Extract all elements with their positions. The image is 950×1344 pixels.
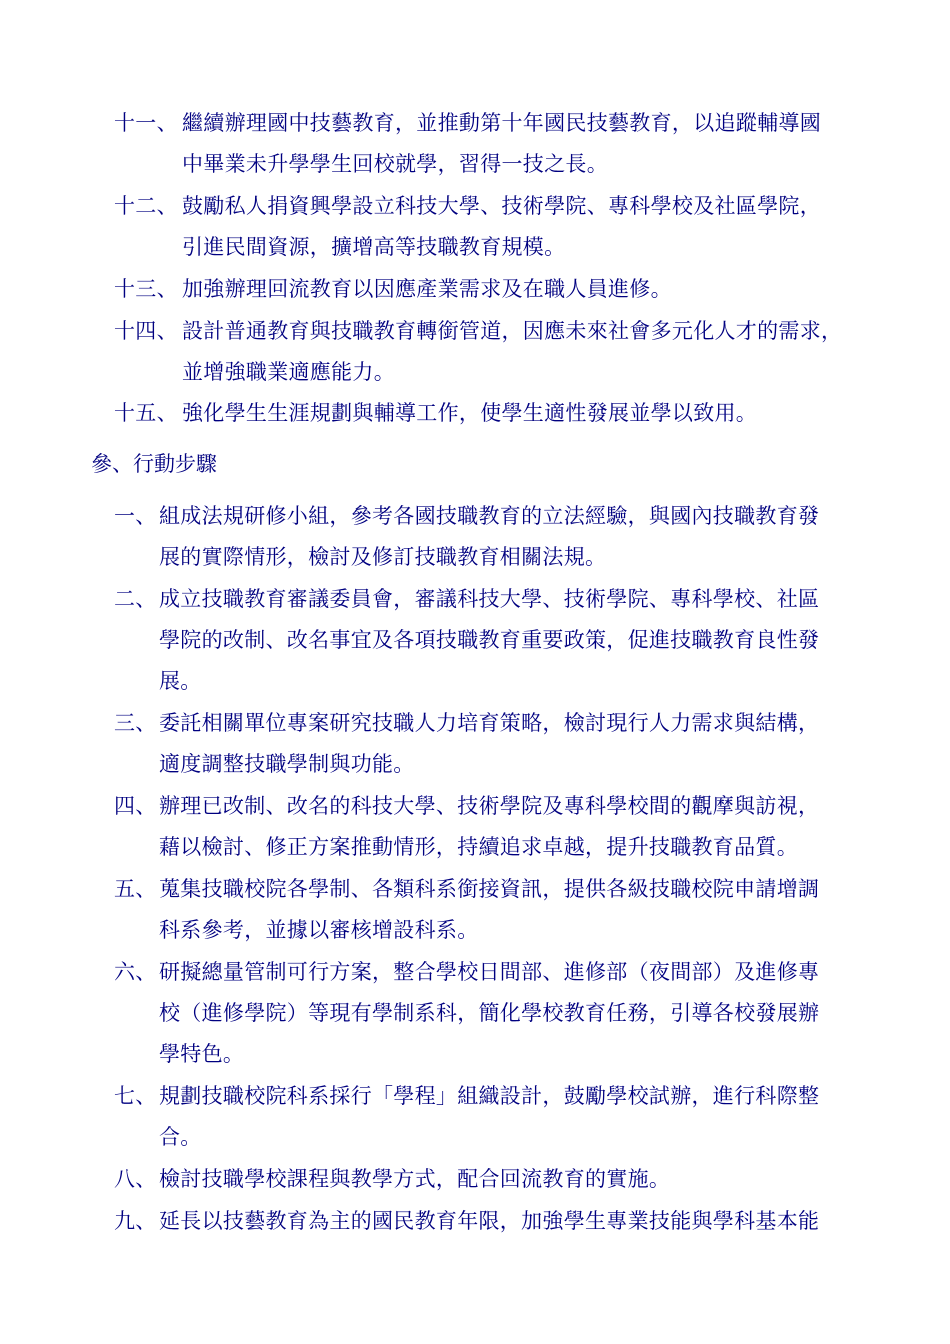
item-text-line: 引進民間資源，擴增高等技職教育規模。 xyxy=(182,235,566,259)
item-text-line: 繼續辦理國中技藝教育，並推動第十年國民技藝教育，以追蹤輔導國 xyxy=(182,111,821,135)
item-text-line: 委託相關單位專案研究技職人力培育策略，檢討現行人力需求與結構， xyxy=(159,711,820,735)
item-marker: 九、 xyxy=(114,1209,157,1233)
item-text-line: 組成法規研修小組，參考各國技職教育的立法經驗，與國內技職教育發 xyxy=(159,504,820,528)
item-marker: 十一、 xyxy=(114,111,178,135)
item-text-line: 中畢業未升學學生回校就學，習得一技之長。 xyxy=(182,152,608,176)
item-marker: 十三、 xyxy=(114,277,178,301)
item-text-line: 研擬總量管制可行方案，整合學校日間部、進修部（夜間部）及進修專 xyxy=(159,960,820,984)
item-text-line: 學院的改制、改名事宜及各項技職教育重要政策，促進技職教育良性發 xyxy=(159,628,820,652)
item-text-line: 檢討技職學校課程與教學方式，配合回流教育的實施。 xyxy=(159,1167,671,1191)
item-text-line: 延長以技藝教育為主的國民教育年限，加強學生專業技能與學科基本能 xyxy=(159,1209,820,1233)
item-text-line: 強化學生生涯規劃與輔導工作，使學生適性發展並學以致用。 xyxy=(182,401,758,425)
item-text-line: 蒐集技職校院各學制、各類科系銜接資訊，提供各級技職校院申請增調 xyxy=(159,877,820,901)
item-marker: 二、 xyxy=(114,587,157,611)
item-text-line: 學特色。 xyxy=(159,1042,245,1066)
item-marker: 十四、 xyxy=(114,319,178,343)
item-text-line: 規劃技職校院科系採行「學程」組織設計，鼓勵學校試辦，進行科際整 xyxy=(159,1084,820,1108)
item-marker: 八、 xyxy=(114,1167,157,1191)
item-text-line: 合。 xyxy=(159,1125,202,1149)
item-marker: 十五、 xyxy=(114,401,178,425)
item-marker: 六、 xyxy=(114,960,157,984)
item-text-line: 藉以檢討、修正方案推動情形，持續追求卓越，提升技職教育品質。 xyxy=(159,835,798,859)
item-marker: 四、 xyxy=(114,794,157,818)
item-marker: 五、 xyxy=(114,877,157,901)
item-text-line: 並增強職業適應能力。 xyxy=(182,360,395,384)
item-marker: 三、 xyxy=(114,711,157,735)
section-heading: 參、行動步驟 xyxy=(91,452,217,476)
item-marker: 七、 xyxy=(114,1084,157,1108)
item-text-line: 校（進修學院）等現有學制系科，簡化學校教育任務，引導各校發展辦 xyxy=(159,1001,820,1025)
item-text-line: 辦理已改制、改名的科技大學、技術學院及專科學校間的觀摩與訪視， xyxy=(159,794,820,818)
item-text-line: 科系參考，並據以審核增設科系。 xyxy=(159,918,479,942)
item-text-line: 成立技職教育審議委員會，審議科技大學、技術學院、專科學校、社區 xyxy=(159,587,820,611)
item-text-line: 展。 xyxy=(159,669,202,693)
item-text-line: 加強辦理回流教育以因應產業需求及在職人員進修。 xyxy=(182,277,672,301)
item-marker: 十二、 xyxy=(114,194,178,218)
item-marker: 一、 xyxy=(114,504,157,528)
item-text-line: 鼓勵私人捐資興學設立科技大學、技術學院、專科學校及社區學院， xyxy=(182,194,821,218)
item-text-line: 設計普通教育與技職教育轉銜管道，因應未來社會多元化人才的需求， xyxy=(182,319,843,343)
item-text-line: 適度調整技職學制與功能。 xyxy=(159,752,415,776)
item-text-line: 展的實際情形，檢討及修訂技職教育相關法規。 xyxy=(159,545,607,569)
